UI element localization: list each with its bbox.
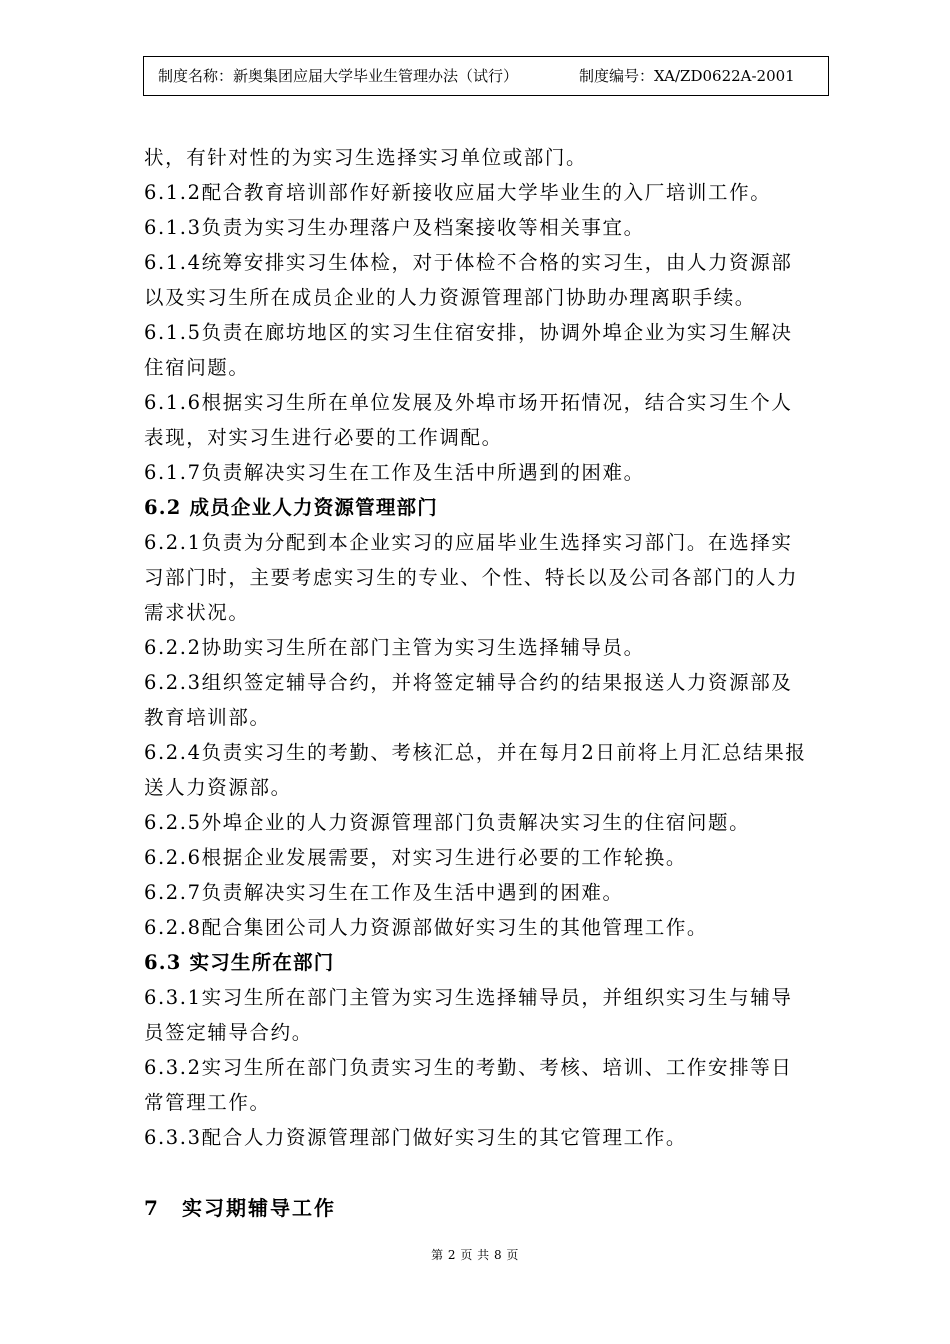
text-line: 6.1.7负责解决实习生在工作及生活中所遇到的困难。 bbox=[144, 461, 645, 484]
text-line: 6.2.1负责为分配到本企业实习的应届毕业生选择实习部门。在选择实 bbox=[144, 531, 793, 554]
regulation-name: 制度名称：新奥集团应届大学毕业生管理办法（试行） bbox=[158, 67, 519, 85]
regulation-code: 制度编号：XA/ZD0622A-2001 bbox=[579, 67, 795, 85]
text-line: 教育培训部。 bbox=[144, 706, 271, 729]
text-line: 员签定辅导合约。 bbox=[144, 1021, 313, 1044]
text-line: 6.2.7负责解决实习生在工作及生活中遇到的困难。 bbox=[144, 881, 624, 904]
text-line: 6.3.1实习生所在部门主管为实习生选择辅导员，并组织实习生与辅导 bbox=[144, 986, 793, 1009]
document-body bbox=[144, 140, 849, 1155]
text-line: 6.3.3配合人力资源管理部门做好实习生的其它管理工作。 bbox=[144, 1126, 687, 1149]
text-line: 需求状况。 bbox=[144, 601, 250, 624]
text-line: 住宿问题。 bbox=[144, 356, 250, 379]
section-heading bbox=[144, 1192, 336, 1221]
text-line: 常管理工作。 bbox=[144, 1091, 271, 1114]
text-line: 6.2.4负责实习生的考勤、考核汇总，并在每月2日前将上月汇总结果报 bbox=[144, 741, 807, 764]
text-line: 6.1.3负责为实习生办理落户及档案接收等相关事宜。 bbox=[144, 216, 645, 239]
text-line: 习部门时，主要考虑实习生的专业、个性、特长以及公司各部门的人力 bbox=[144, 566, 799, 589]
text-line: 6.1.2配合教育培训部作好新接收应届大学毕业生的入厂培训工作。 bbox=[144, 181, 772, 204]
section-title-text: 实习期辅导工作 bbox=[182, 1196, 336, 1220]
text-line: 6.2.8配合集团公司人力资源部做好实习生的其他管理工作。 bbox=[144, 916, 709, 939]
text-line: 6.2.6根据企业发展需要，对实习生进行必要的工作轮换。 bbox=[144, 846, 687, 869]
text-line: 6.3.2实习生所在部门负责实习生的考勤、考核、培训、工作安排等日 bbox=[144, 1056, 793, 1079]
text-line: 表现，对实习生进行必要的工作调配。 bbox=[144, 426, 503, 449]
text-line: 6.2.3组织签定辅导合约，并将签定辅导合约的结果报送人力资源部及 bbox=[144, 671, 793, 694]
text-line: 6.2.2协助实习生所在部门主管为实习生选择辅导员。 bbox=[144, 636, 645, 659]
text-line: 以及实习生所在成员企业的人力资源管理部门协助办理离职手续。 bbox=[144, 286, 756, 309]
text-line: 6.1.5负责在廊坊地区的实习生住宿安排，协调外埠企业为实习生解决 bbox=[144, 321, 793, 344]
document-header bbox=[143, 56, 829, 96]
text-line: 6.1.4统筹安排实习生体检，对于体检不合格的实习生，由人力资源部 bbox=[144, 251, 793, 274]
text-line: 6.2.5外埠企业的人力资源管理部门负责解决实习生的住宿问题。 bbox=[144, 811, 751, 834]
text-line: 状，有针对性的为实习生选择实习单位或部门。 bbox=[144, 146, 588, 169]
text-line: 送人力资源部。 bbox=[144, 776, 292, 799]
text-line: 6.1.6根据实习生所在单位发展及外埠市场开拓情况，结合实习生个人 bbox=[144, 391, 793, 414]
subsection-heading: 6.2 成员企业人力资源管理部门 bbox=[144, 496, 438, 519]
section-number: 7 bbox=[144, 1196, 160, 1220]
subsection-heading: 6.3 实习生所在部门 bbox=[144, 951, 335, 974]
page-footer: 第 2 页 共 8 页 bbox=[431, 1248, 519, 1262]
